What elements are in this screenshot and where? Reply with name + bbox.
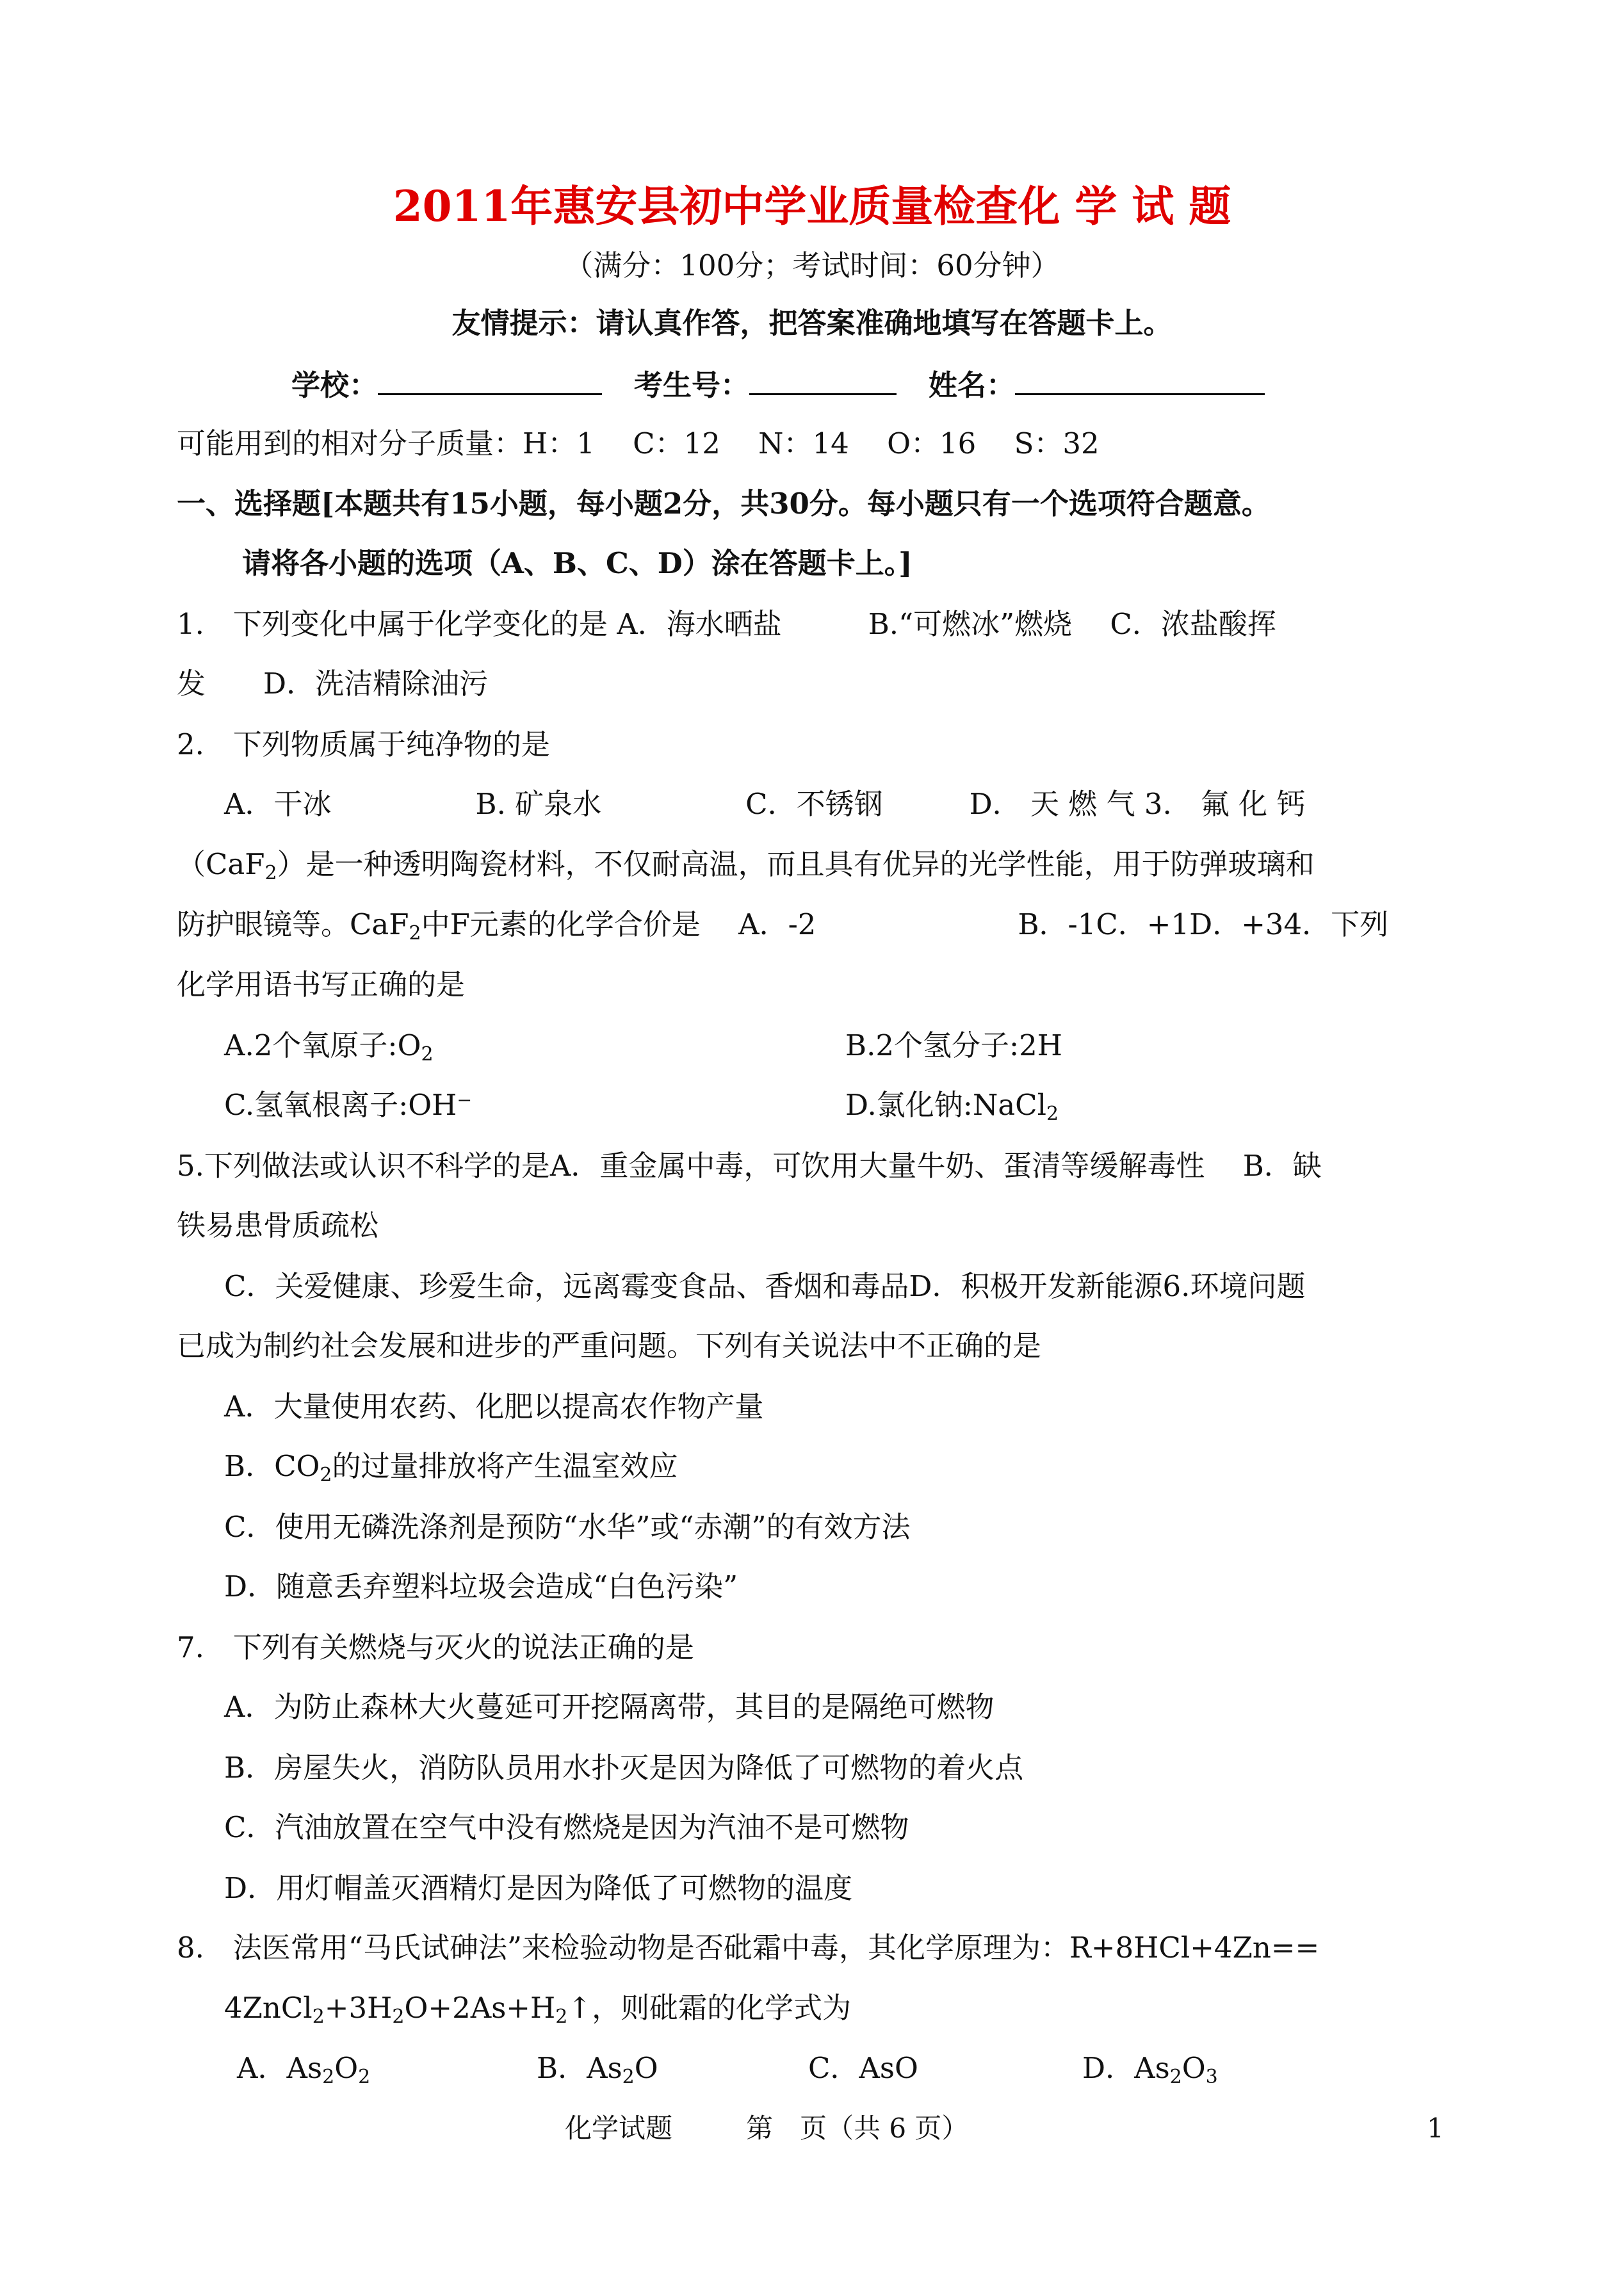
question-8-stem: 8. 法医常用“马氏试砷法”来检验动物是否砒霜中毒，其化学原理为：R+8HCl+4Zn== — [177, 1931, 1320, 1965]
question-3-line-2: 防护眼镜等。CaF$_2$中F元素的化学合价是 A．-2 B．-1C．+1D．+34．下列 — [177, 907, 1389, 945]
question-4-stem: 化学用语书写正确的是 — [177, 968, 466, 1002]
relative-mass-line: 可能用到的相对分子质量：H：1 C：12 N：14 O：16 S：32 — [177, 426, 1100, 460]
question-2-stem: 2. 下列物质属于纯净物的是 — [177, 727, 550, 761]
section-heading: 一、选择题[本题共有15小题，每小题2分，共30分。每小题只有一个选项符合题意。 — [177, 487, 1271, 521]
question-2-options: A．干冰 B. 矿泉水 C．不锈钢 D． 天 燃 气 3. 氟 化 钙 — [224, 787, 1306, 821]
question-8-option-b: B．$As_2O$ — [537, 2051, 658, 2088]
question-8-option-d: D．$As_2O_3$ — [1082, 2051, 1218, 2088]
question-8-equation: $4ZnCl_2+3H_2O+2As+H_2↑$，则砒霜的化学式为 — [224, 1991, 852, 2028]
question-5-line-2: 铁易患骨质疏松 — [177, 1208, 379, 1242]
question-3-line-1: （CaF$_2$）是一种透明陶瓷材料，不仅耐高温，而且具有优异的光学性能，用于防弹玻璃和 — [177, 847, 1315, 884]
exam-number-blank — [749, 364, 897, 395]
question-6-option-c: C．使用无磷洗涤剂是预防“水华”或“赤潮”的有效方法 — [224, 1510, 911, 1544]
question-4-option-b: B.2个氢分子:2H — [845, 1028, 1063, 1062]
footer-subject: 化学试题 — [565, 2113, 673, 2144]
question-5-line-1: 5.下列做法或认识不科学的是A．重金属中毒，可饮用大量牛奶、蛋清等缓解毒性 B．缺 — [177, 1149, 1322, 1183]
question-6-option-d: D．随意丢弃塑料垃圾会造成“白色污染” — [224, 1569, 738, 1603]
school-label: 学校： — [291, 368, 378, 402]
question-7-option-d: D．用灯帽盖灭酒精灯是因为降低了可燃物的温度 — [224, 1871, 853, 1905]
footer-page-info: 第 页（共 6 页） — [746, 2113, 969, 2144]
footer-page-number: 1 — [1427, 2113, 1444, 2144]
question-7-stem: 7. 下列有关燃烧与灭火的说法正确的是 — [177, 1630, 694, 1664]
question-1-line-1: 1. 下列变化中属于化学变化的是 A．海水晒盐 B.“可燃冰”燃烧 C．浓盐酸挥 — [177, 607, 1276, 641]
question-1-line-2: 发 D．洗洁精除油污 — [177, 667, 489, 701]
friendly-tip: 友情提示：请认真作答，把答案准确地填写在答题卡上。 — [451, 306, 1173, 340]
question-4-option-d: D.氯化钠:NaCl$_2$ — [845, 1088, 1059, 1125]
exam-info: （满分：100分；考试时间：60分钟） — [564, 248, 1060, 282]
name-label: 姓名： — [929, 368, 1016, 402]
school-blank — [378, 364, 602, 395]
question-8-option-c: C．AsO — [808, 2051, 918, 2085]
question-7-option-c: C．汽油放置在空气中没有燃烧是因为汽油不是可燃物 — [224, 1810, 909, 1844]
question-4-option-a: A.2个氧原子$:O_2$ — [224, 1028, 434, 1066]
question-7-option-b: B．房屋失火，消防队员用水扑灭是因为降低了可燃物的着火点 — [224, 1751, 1024, 1785]
question-7-option-a: A．为防止森林大火蔓延可开挖隔离带，其目的是隔绝可燃物 — [224, 1690, 995, 1724]
student-info-row — [291, 364, 1265, 405]
question-6-option-a: A．大量使用农药、化肥以提高农作物产量 — [224, 1390, 764, 1423]
question-6-option-b: B．$CO_2$的过量排放将产生温室效应 — [224, 1449, 678, 1486]
question-5-line-3: C．关爱健康、珍爱生命，远离霉变食品、香烟和毒品D．积极开发新能源6.环境问题 — [224, 1269, 1306, 1303]
question-4-option-c: C.氢氧根离子:OH⁻ — [224, 1088, 473, 1122]
name-blank — [1015, 364, 1265, 395]
question-6-stem: 已成为制约社会发展和进步的严重问题。下列有关说法中不正确的是 — [177, 1329, 1042, 1363]
exam-number-label: 考生号： — [634, 368, 750, 402]
question-8-option-a: A．$As_2O_2$ — [237, 2051, 371, 2088]
section-instruction: 请将各小题的选项（A、B、C、D）涂在答题卡上。] — [242, 546, 913, 580]
page-title: 2011年惠安县初中学业质量检查化 学 试 题 — [393, 181, 1231, 231]
